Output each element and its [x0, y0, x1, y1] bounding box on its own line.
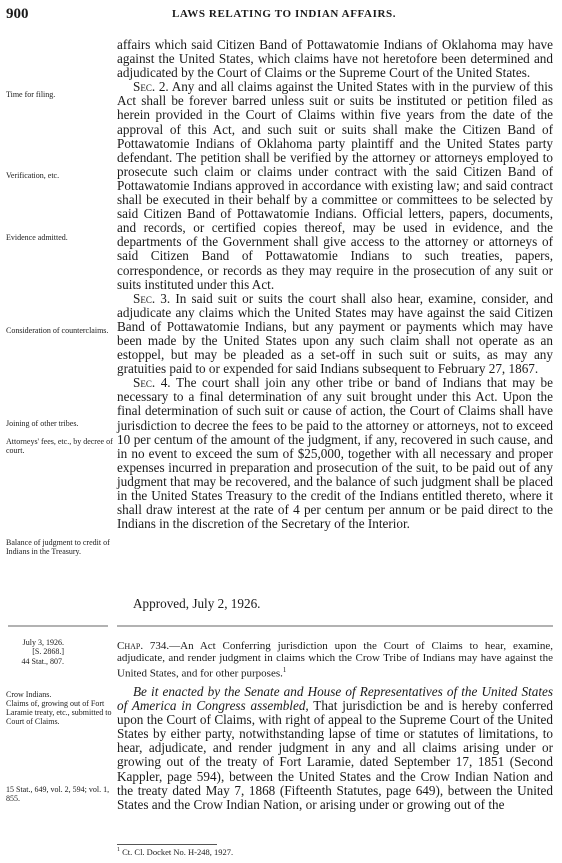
section-3	[117, 292, 553, 377]
chapter-footnote-mark: 1	[282, 666, 287, 674]
approved-date: Approved, July 2, 1926.	[133, 596, 261, 611]
margin-note-balance-judgment: Balance of judgment to credit of Indians in the Treasury.	[6, 538, 110, 556]
margin-notes	[6, 0, 114, 600]
section-4	[117, 376, 553, 531]
section-4-label: Sec. 4.	[133, 375, 171, 391]
margin-note-crow-indians: Crow Indians.	[6, 690, 52, 699]
footnote-mark: 1	[117, 847, 120, 854]
chapter-label: Chap. 734.	[117, 640, 170, 652]
section-3-label: Sec. 3.	[133, 290, 171, 306]
chapter-date: July 3, 1926.	[22, 638, 64, 647]
page-number: 900	[6, 6, 29, 22]
paragraph-continuation: affairs which said Citizen Band of Pottawatomie Indians of Oklahoma may have against the United States, which claims have not heretofore been determined and adjudicated by the Court of Claims or the Supreme Court of the United States.	[117, 37, 553, 81]
chapter-body-text: That jurisdiction be and is hereby conferred upon the Court of Claims, with right of appeal to the Supreme Court of the United States by either party, notwithstanding lapse of time or statutes of limitations, to hear, adjudicate, and render judgment in any and all claims arising under or growing out of the treaty of Fort Laramie, dated September 17, 1851 (Second Kappler, page 594), between the United States and the Crow Indian Nation and the treaty dated May 7, 1868 (Fifteenth Statutes, page 649), between the United States and the Crow Indian Nation, or arising under or growing out of the	[117, 698, 553, 812]
separator-rules	[0, 623, 562, 629]
margin-note-joining-tribes: Joining of other tribes.	[6, 419, 79, 428]
chapter-body	[117, 685, 553, 812]
running-head: LAWS RELATING TO INDIAN AFFAIRS.	[172, 8, 397, 20]
section-3-text: In said suit or suits the court shall also hear, examine, consider, and adjudicate any claims which the United States may have against the said Citizen Band of Pottawatomie Indians, but any payment or payments which may have been made by the United States upon any such claim shall not operate as an estoppel, but may be pleaded as a set-off in such suit or suits, as may any gratuities paid to or expended for said Indians subsequent to February 27, 1867.	[117, 290, 553, 377]
section-2	[117, 80, 553, 291]
section-2-text: Any and all claims against the United States with in the purview of this Act shall be forever barred unless suit or suits be instituted or petition filed as herein provided in the Court of Claims within five years from the date of the approval of this Act, and such suit or suits shall make the Citizen Band of Pottawatomie Indians of Oklahoma party plaintiff and the United States party defendant. The petition shall be verified by the attorney or attorneys employed to prosecute such claim or claims under contract with the said Citizen Band of Pottawatomie Indians approved in accordance with existing law; and said contract shall be executed in their behalf by a committee or committees to be selected by said Citizen Band of Pottawatomie Indians. Official letters, papers, documents, and records, or certified copies thereof, may be used in evidence, and the departments of the Government shall give access to the attorney or attorneys of said Citizen Band of Pottawatomie Indians to such treaties, papers, correspondence, or records as they may require in the prosecution of any suit or suits instituted under this Act.	[117, 79, 553, 292]
footnote-text: Ct. Cl. Docket No. H-248, 1927.	[122, 847, 234, 857]
section-2-label: Sec. 2.	[133, 79, 169, 95]
chapter-statute-reference: 44 Stat., 807.	[21, 657, 64, 666]
margin-note-statute-citation: 15 Stat., 649, vol. 2, 594; vol. 1, 855.	[6, 785, 110, 803]
chapter-margin-notes	[6, 638, 114, 848]
section-4-text: The court shall join any other tribe or band of Indians that may be necessary to a final determination of any suit brought under this Act. Upon the final determination of such suit or cause of action, the Court of Claims shall have jurisdiction to decree the fees to be paid to the attorney or attorneys, not to exceed 10 per centum of the amount of the judgment, if any, recovered in such cause, and in no event to exceed the sum of $25,000, together with all necessary and proper expenses incurred in preparation and prosecution of the suit, to be paid out of any judgment that may be recovered, and the balance of such judgment shall be placed in the United States Treasury to the credit of the Indians entitled thereto, where it shall draw interest at the rate of 4 per centum per annum or be paid direct to the Indians in the discretion of the Secretary of the Interior.	[117, 375, 553, 532]
margin-note-claims-fort-laramie: Claims of, growing out of Fort Laramie treaty, etc., submitted to Court of Claims.	[6, 699, 112, 726]
act-body	[117, 38, 553, 531]
margin-note-evidence: Evidence admitted.	[6, 233, 68, 242]
enacting-clause: Be it enacted by the Senate and House of Representatives of the United States of America in Congress assembled,	[117, 684, 553, 714]
footnote	[117, 847, 233, 857]
margin-note-time-for-filing: Time for filing.	[6, 90, 56, 99]
margin-note-counterclaims: Consideration of counterclaims.	[6, 326, 109, 335]
margin-note-attorneys-fees: Attorneys' fees, etc., by decree of court.	[6, 437, 113, 455]
chapter-heading	[117, 640, 553, 680]
chapter-title-text: —An Act Conferring jurisdiction upon the Court of Claims to hear, examine, adjudicate, and render judgment in claims which the Crow Tribe of Indians may have against the United States, and for other purposes.	[117, 640, 553, 680]
chapter-bill-number: [S. 2868.]	[32, 647, 64, 656]
margin-note-verification: Verification, etc.	[6, 171, 60, 180]
footnote-rule	[117, 844, 217, 845]
chapter-enacting-paragraph	[117, 685, 553, 812]
